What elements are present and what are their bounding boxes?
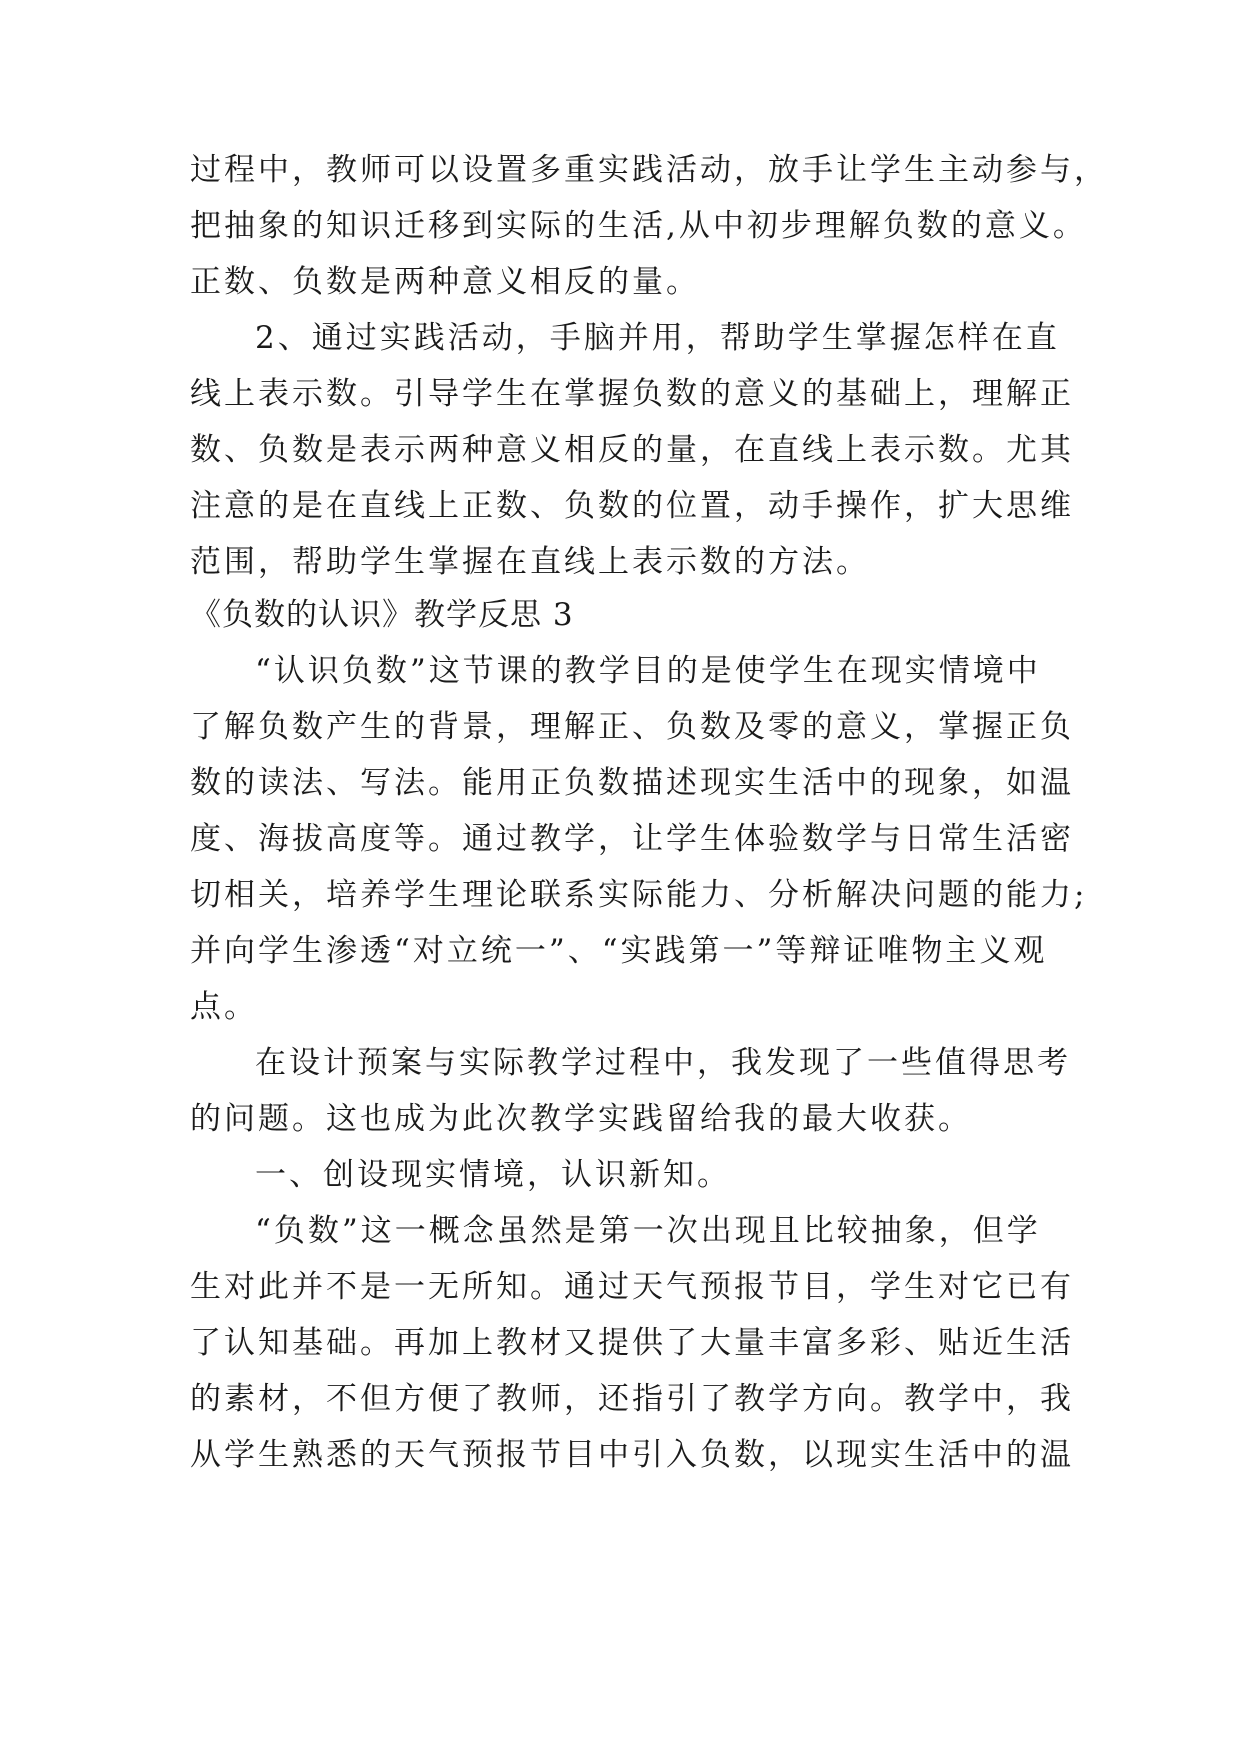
text-line: 的素材，不但方便了教师，还指引了教学方向。教学中，我 xyxy=(190,1381,1074,1417)
subsection-heading: 一、创设现实情境，认识新知。 xyxy=(255,1157,731,1193)
paragraph-start: “认识负数”这节课的教学目的是使学生在现实情境中 xyxy=(255,653,1041,689)
text-line: 生对此并不是一无所知。通过天气预报节目，学生对它已有 xyxy=(190,1269,1074,1305)
text-line: 范围，帮助学生掌握在直线上表示数的方法。 xyxy=(190,544,870,580)
text-line: 过程中，教师可以设置多重实践活动，放手让学生主动参与， xyxy=(190,152,1108,188)
text-line: 从学生熟悉的天气预报节目中引入负数，以现实生活中的温 xyxy=(190,1437,1074,1473)
text-line: 度、海拔高度等。通过教学，让学生体验数学与日常生活密 xyxy=(190,821,1074,857)
text-line: 切相关，培养学生理论联系实际能力、分析解决问题的能力; xyxy=(190,877,1088,913)
text-line: 线上表示数。引导学生在掌握负数的意义的基础上，理解正 xyxy=(190,376,1074,412)
text-line: 把抽象的知识迁移到实际的生活,从中初步理解负数的意义。 xyxy=(190,208,1087,244)
text-line: 点。 xyxy=(190,989,258,1025)
text-line: 注意的是在直线上正数、负数的位置，动手操作，扩大思维 xyxy=(190,488,1074,524)
text-line: 了认知基础。再加上教材又提供了大量丰富多彩、贴近生活 xyxy=(190,1325,1074,1361)
text-line: 的问题。这也成为此次教学实践留给我的最大收获。 xyxy=(190,1101,972,1137)
text-line: 数、负数是表示两种意义相反的量，在直线上表示数。尤其 xyxy=(190,432,1074,468)
paragraph-start: 在设计预案与实际教学过程中，我发现了一些值得思考 xyxy=(255,1045,1071,1081)
text-line: 数的读法、写法。能用正负数描述现实生活中的现象，如温 xyxy=(190,765,1074,801)
paragraph-start: “负数”这一概念虽然是第一次出现且比较抽象，但学 xyxy=(255,1213,1041,1249)
text-line: 了解负数产生的背景，理解正、负数及零的意义，掌握正负 xyxy=(190,709,1074,745)
section-heading: 《负数的认识》教学反思 3 xyxy=(190,597,574,633)
text-line: 并向学生渗透“对立统一”、“实践第一”等辩证唯物主义观 xyxy=(190,933,1048,969)
paragraph-start: 2、通过实践活动，手脑并用，帮助学生掌握怎样在直 xyxy=(255,320,1060,356)
text-line: 正数、负数是两种意义相反的量。 xyxy=(190,264,700,300)
